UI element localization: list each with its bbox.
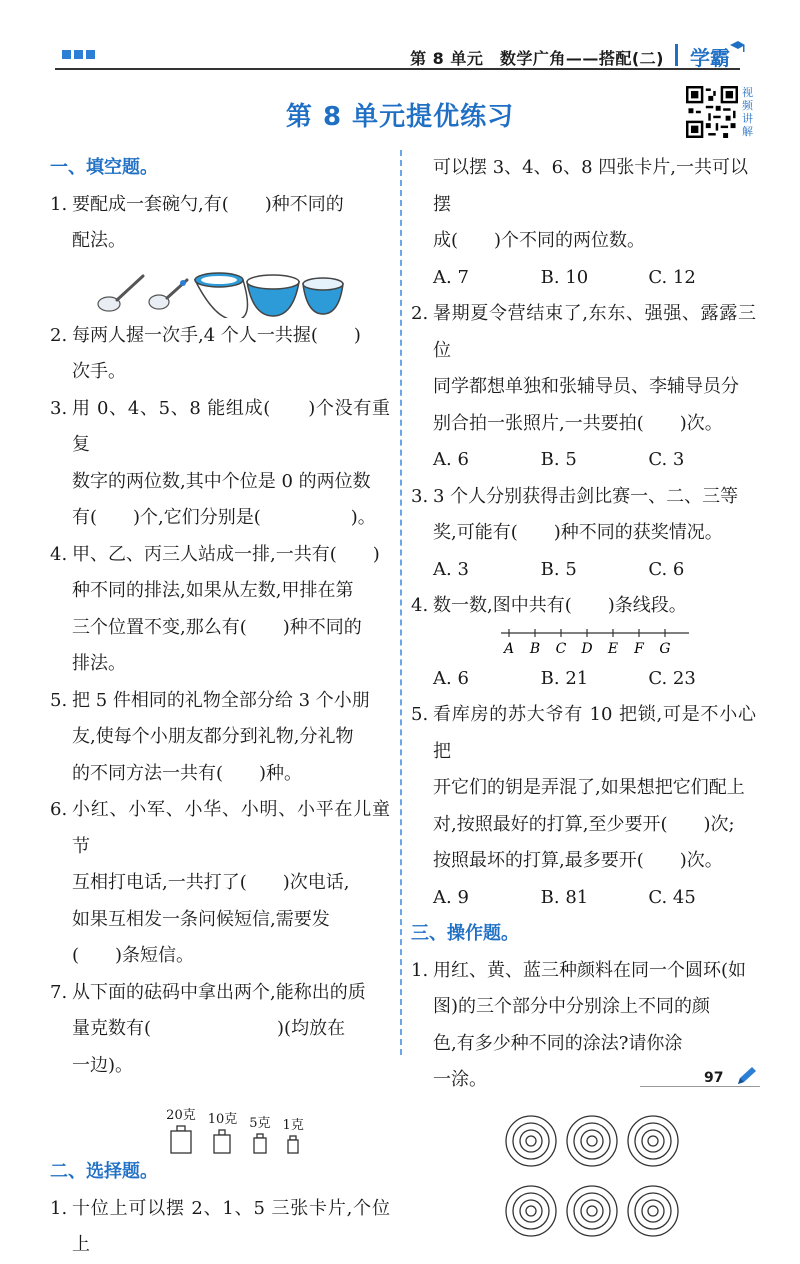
- question-text: 看库房的苏大爷有 10 把锁,可是不小心把: [433, 704, 756, 762]
- question-text: 用 0、4、5、8 能组成( )个没有重复: [72, 397, 390, 455]
- segment-point-label: D: [581, 640, 593, 657]
- bowl-spoon-icons: [95, 268, 345, 318]
- question-text-cont: 开它们的钥是弄混了,如果想把它们配上: [433, 777, 745, 798]
- segment-point-label: F: [634, 640, 644, 657]
- question-number: 7.: [50, 981, 68, 1003]
- segment-point-label: G: [659, 640, 671, 657]
- question-text-cont: 量克数有( )(均放在: [72, 1018, 346, 1039]
- question-text: 3 个人分别获得击剑比赛一、二、三等: [433, 485, 739, 507]
- ring-icon: [506, 1186, 556, 1236]
- segment-point-label: C: [555, 640, 567, 657]
- option-c[interactable]: C. 45: [648, 886, 696, 908]
- question-number: 5.: [50, 689, 68, 711]
- choice-question-5: [411, 697, 756, 770]
- question-text-cont: 种不同的排法,如果从左数,甲排在第: [72, 580, 354, 601]
- pencil-icon: [736, 1066, 758, 1086]
- question-text-cont: 色,有多少种不同的涂法?请你涂: [433, 1032, 683, 1054]
- weight-1g: [283, 1118, 304, 1154]
- question-number: 1.: [50, 193, 68, 215]
- brand-logo: 学霸: [690, 46, 730, 70]
- ring-icon: [567, 1186, 617, 1236]
- choice-question-1: [50, 1191, 390, 1264]
- header-unit-text: 第 8 单元 数学广角——搭配(二): [410, 49, 664, 68]
- question-text-cont: 一涂。: [433, 1069, 487, 1090]
- question-text-cont: ( )条短信。: [72, 945, 195, 966]
- options-row: [411, 552, 756, 589]
- question-text-cont: 成( )个不同的两位数。: [433, 230, 646, 251]
- question-text-cont: 同学都想单独和张辅导员、李辅导员分: [433, 376, 739, 397]
- option-b[interactable]: B. 21: [540, 667, 589, 689]
- brand-bar: [675, 44, 678, 66]
- option-c[interactable]: C. 6: [648, 558, 685, 580]
- spoon-icon: [98, 276, 143, 311]
- option-a[interactable]: A. 3: [433, 558, 469, 580]
- line-segment-figure: [411, 625, 756, 661]
- line-segment-diagram: [501, 625, 701, 659]
- question-text-cont: 友,使每个小朋友都分到礼物,分礼物: [72, 726, 354, 747]
- weight-icon: [252, 1132, 268, 1154]
- question-text: 十位上可以摆 2、1、5 三张卡片,个位上: [72, 1197, 390, 1255]
- weight-10g: [208, 1112, 238, 1154]
- question-text-cont: 一边)。: [72, 1054, 134, 1076]
- bowls-spoons-figure: [50, 260, 390, 318]
- question-text-cont: 按照最坏的打算,最多要开( )次。: [433, 850, 723, 871]
- question-number: 4.: [50, 543, 68, 565]
- page-title: 第 8 单元提优练习: [285, 102, 515, 132]
- section-heading-operate: 三、操作题。: [411, 923, 519, 944]
- segment-point-label: E: [607, 640, 619, 657]
- header-squares: [62, 50, 95, 59]
- qr-code-icon[interactable]: [686, 86, 738, 138]
- choice-question-2: [411, 296, 756, 369]
- segment-point-label: A: [503, 640, 515, 657]
- column-divider: [400, 150, 402, 1055]
- options-row: [411, 661, 756, 698]
- option-c[interactable]: C. 23: [648, 667, 696, 689]
- question-text-cont: 数字的两位数,其中个位是 0 的两位数: [72, 470, 371, 492]
- section-heading-fill: 一、填空题。: [50, 157, 158, 178]
- question-6: [50, 792, 390, 865]
- left-column: [50, 150, 390, 1264]
- weight-icon: [286, 1134, 300, 1154]
- page-number: 97: [704, 1070, 724, 1086]
- operate-question-1: [411, 953, 756, 990]
- question-text-cont: 对,按照最好的打算,至少要开( )次;: [433, 813, 735, 835]
- question-text: 数一数,图中共有( )条线段。: [433, 595, 687, 616]
- choice-question-4: [411, 588, 756, 625]
- question-7: [50, 975, 390, 1012]
- header-rule: [55, 68, 740, 70]
- weight-label: 10克: [207, 1112, 238, 1127]
- ring-icon: [506, 1116, 556, 1166]
- option-b[interactable]: B. 10: [540, 266, 589, 288]
- option-c[interactable]: C. 3: [648, 449, 685, 470]
- option-b[interactable]: B. 5: [540, 449, 577, 470]
- question-1: [50, 187, 390, 224]
- question-4: [50, 537, 390, 574]
- option-a[interactable]: A. 9: [433, 886, 469, 908]
- question-5: [50, 683, 390, 720]
- question-text: 从下面的砝码中拿出两个,能称出的质: [72, 981, 366, 1003]
- option-a[interactable]: A. 7: [433, 266, 469, 288]
- question-number: 3.: [411, 485, 429, 507]
- bowl-icon: [303, 278, 343, 314]
- question-number: 2.: [411, 303, 429, 324]
- option-a[interactable]: A. 6: [433, 667, 469, 689]
- weight-label: 1克: [282, 1118, 304, 1133]
- question-number: 6.: [50, 799, 68, 820]
- question-text-cont: 配法。: [72, 230, 126, 251]
- options-row: [411, 442, 756, 479]
- question-text-cont: 排法。: [72, 653, 126, 674]
- question-number: 5.: [411, 704, 429, 725]
- question-text-cont: 三个位置不变,那么有( )种不同的: [72, 616, 362, 638]
- question-number: 4.: [411, 595, 429, 616]
- weight-label: 5克: [249, 1116, 271, 1131]
- weight-label: 20克: [166, 1108, 196, 1123]
- question-2: [50, 318, 390, 355]
- question-text: 暑期夏令营结束了,东东、强强、露露三位: [433, 303, 756, 361]
- bowl-icon: [247, 275, 299, 316]
- question-number: 1.: [411, 959, 429, 981]
- question-text-cont: 可以摆 3、4、6、8 四张卡片,一共可以摆: [433, 157, 748, 215]
- option-b[interactable]: B. 81: [540, 886, 589, 908]
- question-number: 1.: [50, 1197, 68, 1219]
- question-text: 小红、小军、小华、小明、小平在儿童节: [72, 799, 390, 857]
- bowl-icon: [195, 273, 248, 318]
- weights-figure: [50, 1084, 390, 1154]
- spoon-icon: [149, 280, 187, 309]
- weight-5g: [249, 1116, 270, 1154]
- question-text-cont: 如果互相发一条问候短信,需要发: [72, 908, 330, 930]
- option-c[interactable]: C. 12: [648, 266, 696, 288]
- qr-label: 视频讲解: [742, 86, 753, 138]
- options-row: [411, 880, 756, 917]
- question-number: 3.: [50, 397, 68, 419]
- options-row: [411, 260, 756, 297]
- footer-rule: [640, 1086, 760, 1087]
- question-number: 2.: [50, 324, 68, 346]
- ring-icon: [628, 1116, 678, 1166]
- question-text: 把 5 件相同的礼物全部分给 3 个小朋: [72, 689, 370, 711]
- question-text-cont: 奖,可能有( )种不同的获奖情况。: [433, 522, 723, 543]
- option-b[interactable]: B. 5: [540, 558, 577, 580]
- option-a[interactable]: A. 6: [433, 449, 469, 470]
- graduation-cap-icon: [729, 40, 745, 54]
- question-text: 每两人握一次手,4 个人一共握( ): [72, 324, 361, 346]
- question-text: 用红、黄、蓝三种颜料在同一个圆环(如: [433, 959, 747, 981]
- question-text-cont: 的不同方法一共有( )种。: [72, 762, 303, 784]
- question-text: 甲、乙、丙三人站成一排,一共有( ): [72, 543, 380, 565]
- ring-icon: [628, 1186, 678, 1236]
- question-text-cont: 互相打电话,一共打了( )次电话,: [72, 872, 350, 893]
- rings-figure: [411, 1099, 756, 1255]
- segment-point-label: B: [529, 640, 541, 657]
- section-heading-choice: 二、选择题。: [50, 1161, 158, 1182]
- ring-icon: [567, 1116, 617, 1166]
- question-text-cont: 别合拍一张照片,一共要拍( )次。: [433, 412, 723, 434]
- weight-icon: [169, 1124, 193, 1154]
- choice-question-3: [411, 479, 756, 516]
- question-text-cont: 有( )个,它们分别是( )。: [72, 507, 376, 528]
- question-text: 要配成一套碗勺,有( )种不同的: [72, 193, 344, 215]
- weight-20g: [166, 1108, 196, 1154]
- right-column: [411, 150, 756, 1254]
- question-3: [50, 391, 390, 464]
- question-text-cont: 图)的三个部分中分别涂上不同的颜: [433, 996, 711, 1017]
- question-text-cont: 次手。: [72, 361, 126, 382]
